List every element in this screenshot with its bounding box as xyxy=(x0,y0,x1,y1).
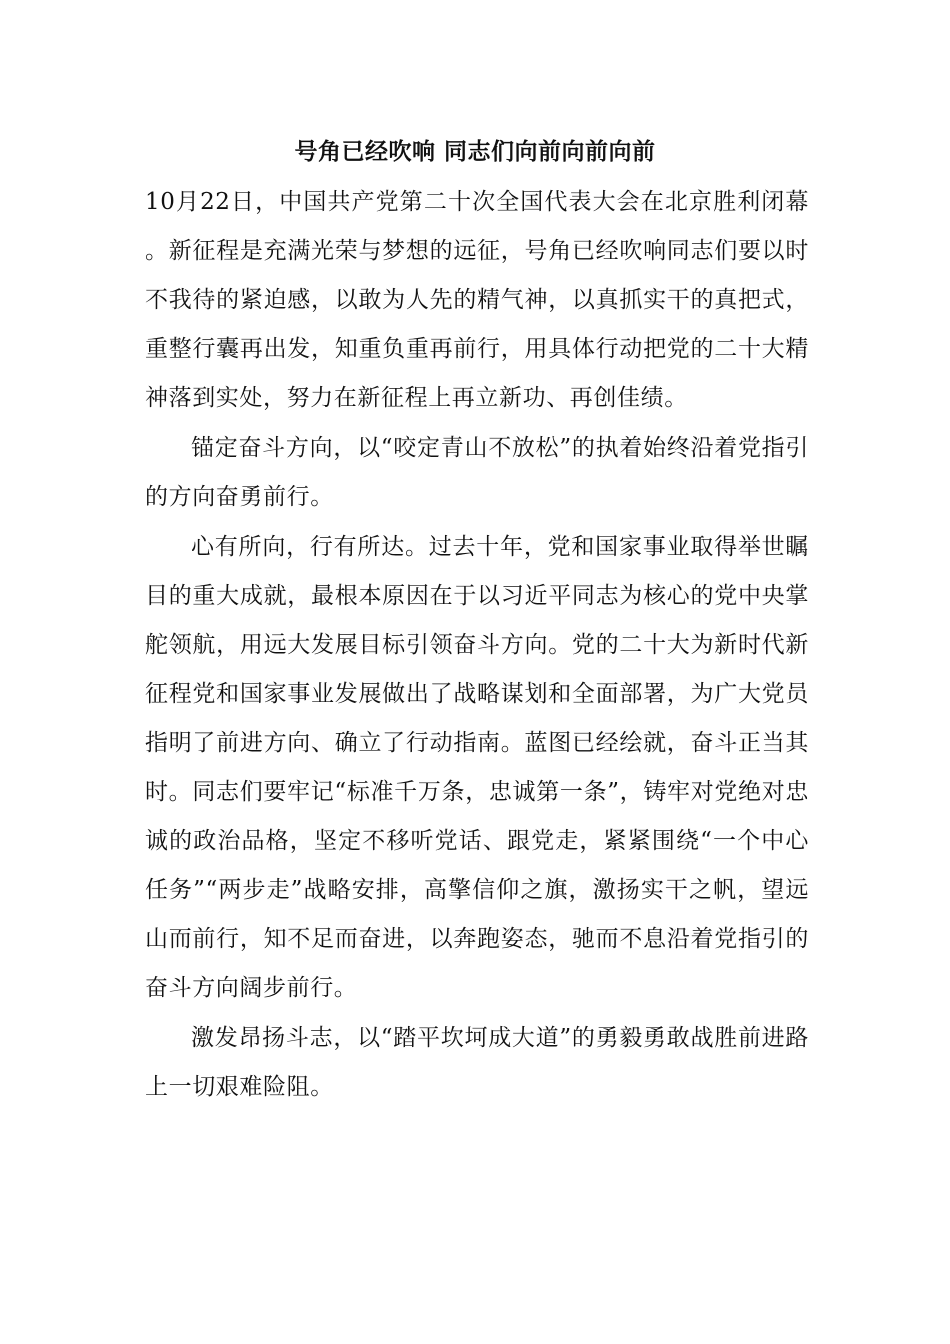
document-body xyxy=(145,178,809,1112)
paragraph-intro: 10月22日，中国共产党第二十次全国代表大会在北京胜利闭幕。新征程是充满光荣与梦想的远征，号角已经吹响同志们要以时不我待的紧迫感，以敢为人先的精气神，以真抓实干的真把式，重整行囊再出发，知重负重再前行，用具体行动把党的二十大精神落到实处，努力在新征程上再立新功、再创佳绩。 xyxy=(145,189,809,411)
paragraph-spirit-heading: 激发昂扬斗志，以“踏平坎坷成大道”的勇毅勇敢战胜前进路上一切艰难险阻。 xyxy=(145,1025,809,1100)
paragraph-direction-body: 心有所向，行有所达。过去十年，党和国家事业取得举世瞩目的重大成就，最根本原因在于以习近平同志为核心的党中央掌舵领航，用远大发展目标引领奋斗方向。党的二十大为新时代新征程党和国家事业发展做出了战略谋划和全面部署，为广大党员指明了前进方向、确立了行动指南。蓝图已经绘就，奋斗正当其时。同志们要牢记“标准千万条，忠诚第一条”，铸牢对党绝对忠诚的政治品格，坚定不移听党话、跟党走，紧紧围绕“一个中心任务”“两步走”战略安排，高擎信仰之旗，激扬实干之帆，望远山而前行，知不足而奋进，以奔跑姿态，驰而不息沿着党指引的奋斗方向阔步前行。 xyxy=(145,534,809,1001)
paragraph-direction-heading: 锚定奋斗方向，以“咬定青山不放松”的执着始终沿着党指引的方向奋勇前行。 xyxy=(145,435,809,510)
document-title: 号角已经吹响 同志们向前向前向前 xyxy=(294,138,656,165)
